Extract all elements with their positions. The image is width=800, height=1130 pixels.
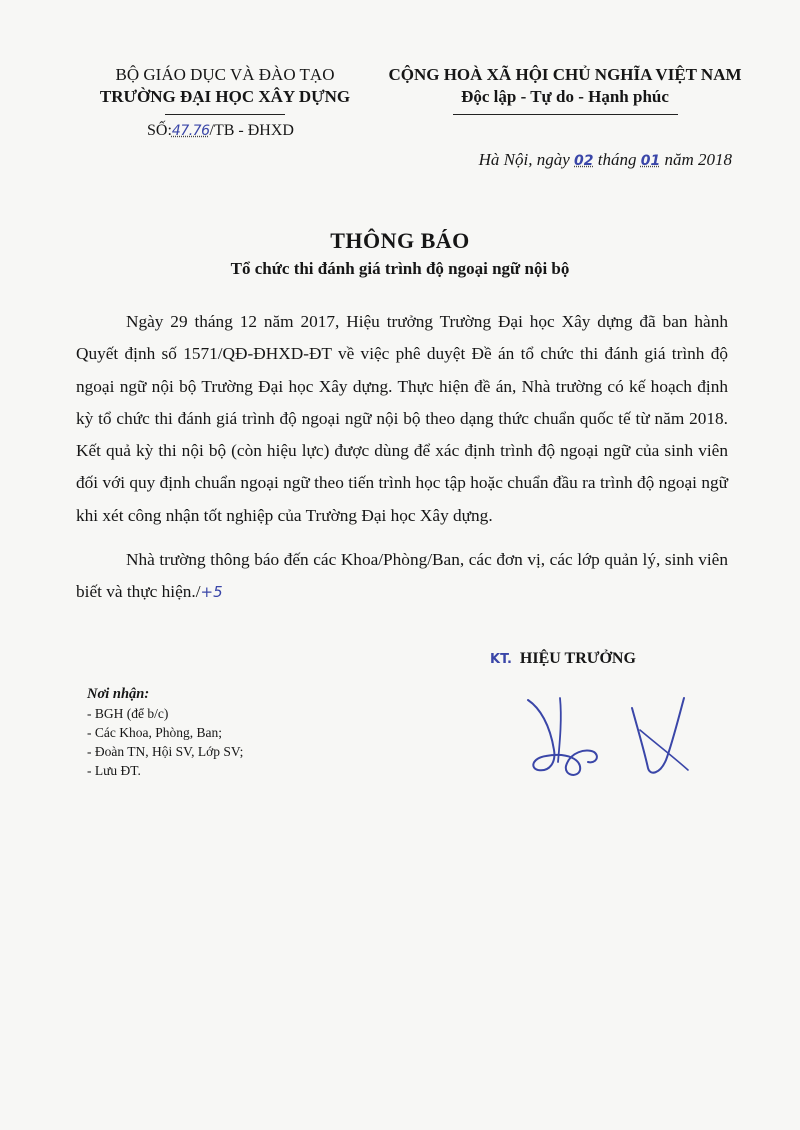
document-date xyxy=(479,150,732,170)
header-right-underline xyxy=(453,114,678,115)
date-month-label: tháng xyxy=(593,150,641,169)
handwritten-mark: +5 xyxy=(200,583,223,602)
document-number-handwritten: 47.76 xyxy=(171,123,210,139)
document-body xyxy=(76,306,728,609)
country-name: CỘNG HOÀ XÃ HỘI CHỦ NGHĨA VIỆT NAM xyxy=(388,65,742,84)
document-number-suffix: /TB - ĐHXD xyxy=(209,122,294,139)
header-right xyxy=(380,64,750,115)
body-paragraph-1: Ngày 29 tháng 12 năm 2017, Hiệu trưởng Trường Đại học Xây dựng đã ban hành Quyết định số 1571/QĐ-ĐHXD-ĐT về việc phê duyệt Đề án tổ chức thi đánh giá trình độ ngoại ngữ nội bộ Trường Đại học Xây dựng. Thực hiện đề án, Nhà trường có kế hoạch định kỳ tổ chức thi đánh giá trình độ ngoại ngữ nội bộ theo dạng thức chuẩn quốc tế từ năm 2018. Kết quả kỳ thi nội bộ (còn hiệu lực) được dùng để xác định trình độ ngoại ngữ của sinh viên đối với quy định chuẩn ngoại ngữ theo tiến trình học tập hoặc chuẩn đầu ra trình độ ngoại ngữ khi xét công nhận tốt nghiệp của Trường Đại học Xây dựng. xyxy=(76,312,728,525)
handwritten-signature xyxy=(520,690,695,785)
recipient-item: - Đoàn TN, Hội SV, Lớp SV; xyxy=(87,744,244,759)
header-left-underline xyxy=(165,114,285,115)
document-subtitle: Tổ chức thi đánh giá trình độ ngoại ngữ nội bộ xyxy=(230,259,570,278)
document-number xyxy=(147,122,294,140)
university-name: TRƯỜNG ĐẠI HỌC XÂY DỰNG xyxy=(99,87,351,106)
signature-title xyxy=(490,650,636,668)
body-paragraph-2-text: Nhà trường thông báo đến các Khoa/Phòng/Ban, các đơn vị, các lớp quản lý, sinh viên biết và thực hiện./ xyxy=(76,550,728,602)
date-prefix: Hà Nội, ngày xyxy=(478,150,575,169)
recipient-item: - Lưu ĐT. xyxy=(87,763,141,778)
document-number-prefix: SỐ: xyxy=(147,122,172,139)
signature-prefix-mark: KT. xyxy=(490,652,512,667)
header-left xyxy=(80,64,370,115)
national-motto: Độc lập - Tự do - Hạnh phúc xyxy=(461,87,669,106)
ministry-name: BỘ GIÁO DỤC VÀ ĐÀO TẠO xyxy=(115,65,335,84)
recipients-list xyxy=(87,684,243,780)
recipient-item: - BGH (để b/c) xyxy=(87,706,169,721)
signature-title-text: HIỆU TRƯỞNG xyxy=(519,650,636,667)
date-day-handwritten: 02 xyxy=(574,153,594,169)
date-year-label: năm 2018 xyxy=(660,150,732,169)
body-paragraph-2 xyxy=(76,544,728,609)
recipient-item: - Các Khoa, Phòng, Ban; xyxy=(87,725,222,740)
date-month-handwritten: 01 xyxy=(640,153,661,169)
document-title: THÔNG BÁO xyxy=(330,228,470,253)
recipients-heading: Nơi nhận: xyxy=(87,686,150,702)
